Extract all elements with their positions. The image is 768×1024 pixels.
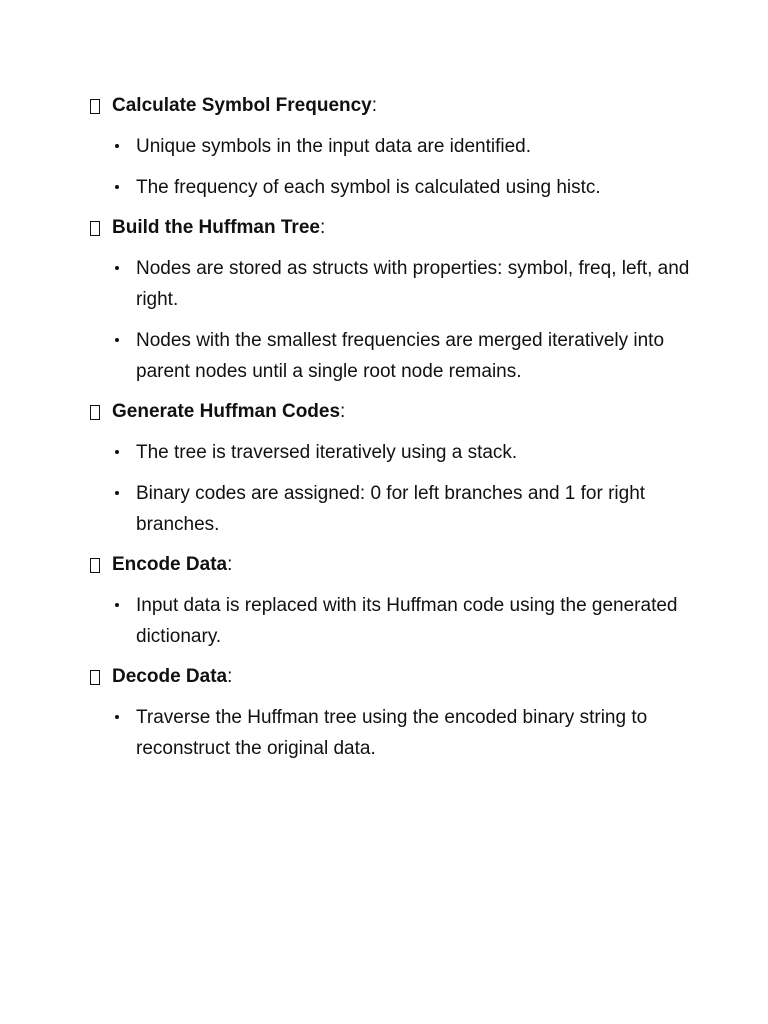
bullet-list	[90, 590, 700, 652]
section-heading	[90, 661, 700, 693]
section-heading	[90, 396, 700, 428]
bullet-list	[90, 253, 700, 387]
list-item-text: Nodes are stored as structs with properties: symbol, freq, left, and right.	[136, 258, 690, 310]
section-heading	[90, 212, 700, 244]
section-title-colon: :	[227, 666, 233, 687]
section-title: Calculate Symbol Frequency	[112, 95, 372, 116]
missing-glyph-icon	[90, 670, 100, 685]
list-item-text: Traverse the Huffman tree using the encoded binary string to reconstruct the original data.	[136, 707, 648, 759]
bullet-dot-icon	[115, 450, 119, 454]
list-item-text: The tree is traversed iteratively using a stack.	[136, 442, 518, 463]
bullet-list	[90, 131, 700, 203]
section-title: Build the Huffman Tree	[112, 217, 320, 238]
list-item	[90, 478, 700, 540]
section-heading	[90, 549, 700, 581]
list-item	[90, 590, 700, 652]
bullet-dot-icon	[115, 491, 119, 495]
list-item	[90, 172, 700, 203]
bullet-dot-icon	[115, 144, 119, 148]
section-encode-data	[90, 549, 700, 652]
bullet-dot-icon	[115, 185, 119, 189]
section-generate-huffman-codes	[90, 396, 700, 540]
missing-glyph-icon	[90, 558, 100, 573]
bullet-list	[90, 702, 700, 764]
document-content	[90, 90, 700, 773]
bullet-dot-icon	[115, 715, 119, 719]
section-title-colon: :	[227, 554, 233, 575]
section-title: Encode Data	[112, 554, 228, 575]
bullet-dot-icon	[115, 338, 119, 342]
list-item-text: The frequency of each symbol is calculated using histc.	[136, 177, 601, 198]
bullet-list	[90, 437, 700, 540]
list-item	[90, 325, 700, 387]
bullet-dot-icon	[115, 603, 119, 607]
missing-glyph-icon	[90, 221, 100, 236]
section-title-colon: :	[319, 217, 326, 238]
section-decode-data	[90, 661, 700, 764]
bullet-dot-icon	[115, 266, 119, 270]
list-item	[90, 131, 700, 162]
section-title-colon: :	[340, 401, 346, 422]
list-item	[90, 702, 700, 764]
list-item-text: Nodes with the smallest frequencies are merged iteratively into parent nodes until a single root node remains.	[136, 330, 665, 382]
list-item	[90, 437, 700, 468]
missing-glyph-icon	[90, 405, 100, 420]
list-item	[90, 253, 700, 315]
list-item-text: Input data is replaced with its Huffman code using the generated dictionary.	[136, 595, 678, 647]
missing-glyph-icon	[90, 99, 100, 114]
section-title: Decode Data	[112, 666, 228, 687]
list-item-text: Unique symbols in the input data are identified.	[136, 136, 532, 157]
section-calculate-symbol-frequency	[90, 90, 700, 203]
section-build-huffman-tree	[90, 212, 700, 387]
section-title: Generate Huffman Codes	[112, 401, 341, 422]
section-heading	[90, 90, 700, 122]
section-title-colon: :	[371, 95, 378, 116]
list-item-text: Binary codes are assigned: 0 for left branches and 1 for right branches.	[136, 483, 646, 535]
